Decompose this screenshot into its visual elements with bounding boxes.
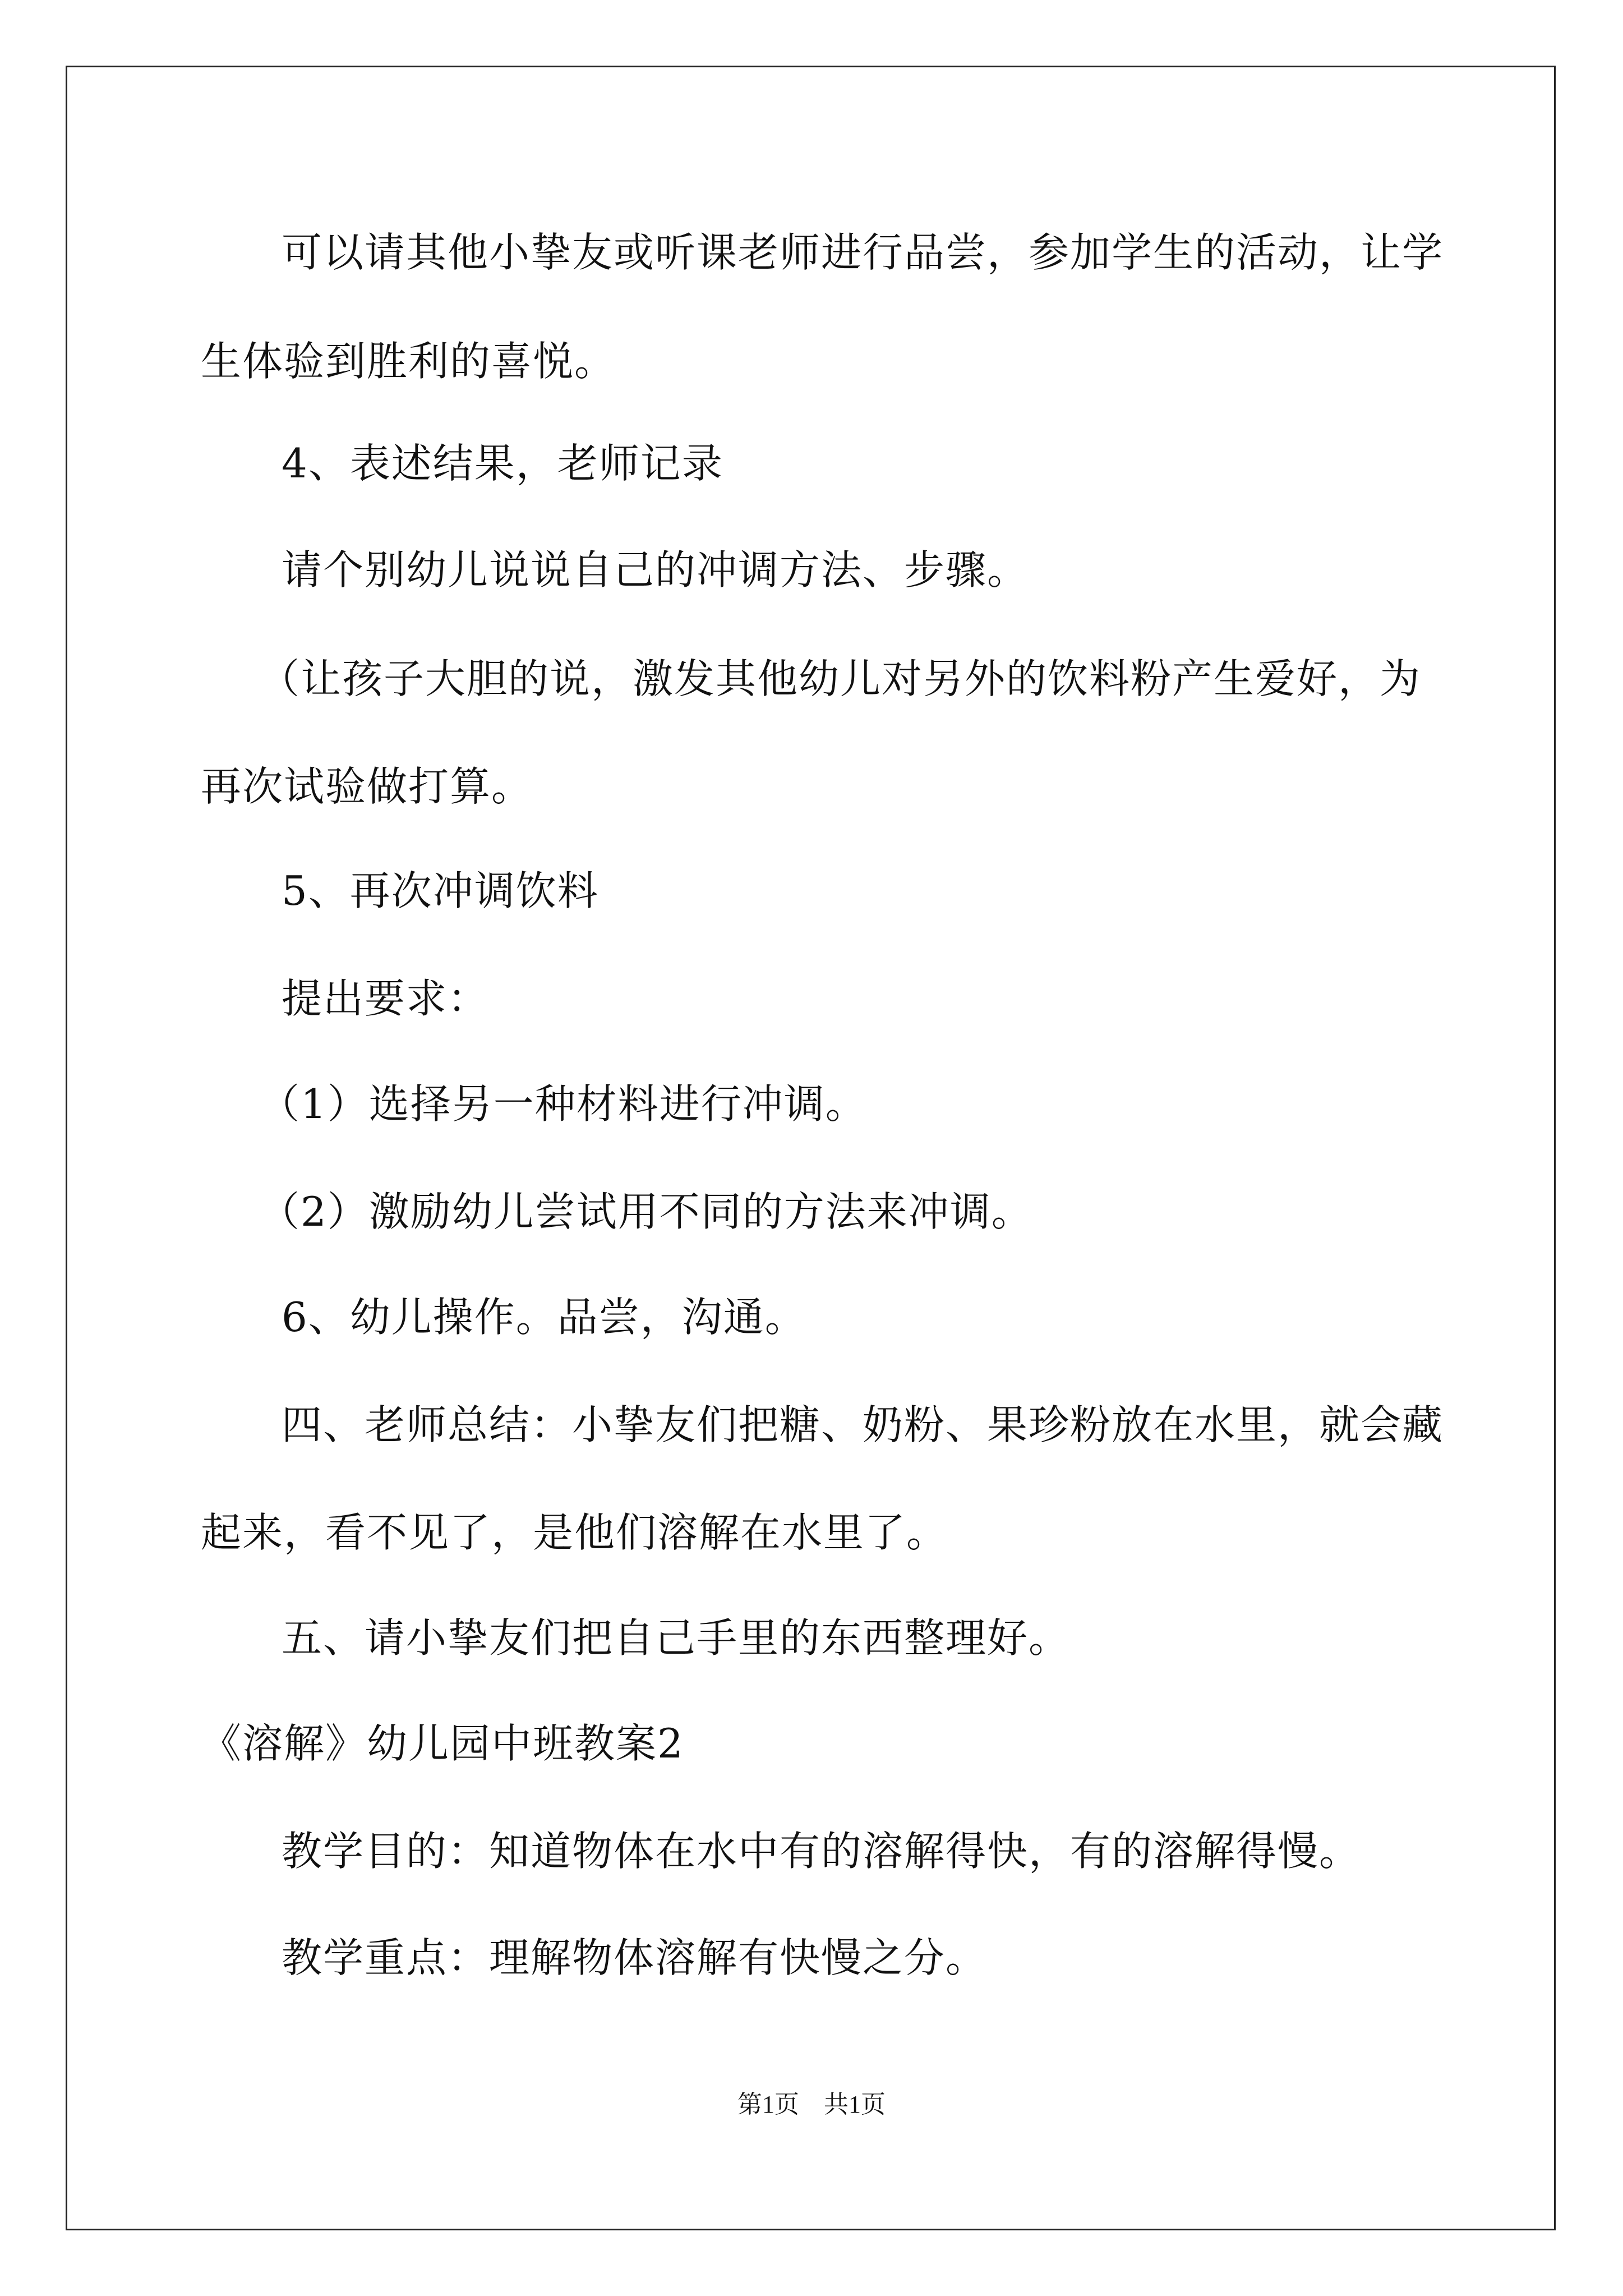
paragraph-line: 五、请小挚友们把自己手里的东西整理好。 bbox=[282, 1614, 1071, 1662]
paragraph-line: 教学目的：知道物体在水中有的溶解得快，有的溶解得慢。 bbox=[282, 1828, 1361, 1875]
list-item: （1）选择另一种材料进行冲调。 bbox=[259, 1080, 867, 1128]
page-frame bbox=[66, 66, 1556, 2230]
page-footer: 第1页 共1页 bbox=[737, 2091, 886, 2118]
paragraph-line: 教学重点：理解物体溶解有快慢之分。 bbox=[282, 1934, 988, 1981]
section-heading: 4、表述结果，老师记录 bbox=[282, 440, 723, 487]
paragraph-line: 请个别幼儿说说自己的冲调方法、步骤。 bbox=[282, 546, 1029, 593]
paragraph-line: 起来，看不见了，是他们溶解在水里了。 bbox=[201, 1509, 948, 1556]
paragraph-line: （让孩子大胆的说，激发其他幼儿对另外的饮料粉产生爱好，为 bbox=[259, 655, 1422, 702]
paragraph-line: 四、老师总结：小挚友们把糖、奶粉、果珍粉放在水里，就会藏 bbox=[282, 1401, 1444, 1448]
section-heading: 5、再次冲调饮料 bbox=[282, 867, 599, 914]
paragraph-line: 生体验到胜利的喜悦。 bbox=[201, 338, 616, 385]
document-title: 《溶解》幼儿园中班教案2 bbox=[201, 1720, 684, 1767]
paragraph-line: 可以请其他小挚友或听课老师进行品尝，参加学生的活动，让学 bbox=[282, 229, 1444, 276]
list-item: （2）激励幼儿尝试用不同的方法来冲调。 bbox=[259, 1188, 1033, 1235]
paragraph-line: 提出要求： bbox=[282, 975, 490, 1022]
section-heading: 6、幼儿操作。品尝，沟通。 bbox=[282, 1294, 806, 1341]
paragraph-line: 再次试验做打算。 bbox=[201, 763, 533, 810]
